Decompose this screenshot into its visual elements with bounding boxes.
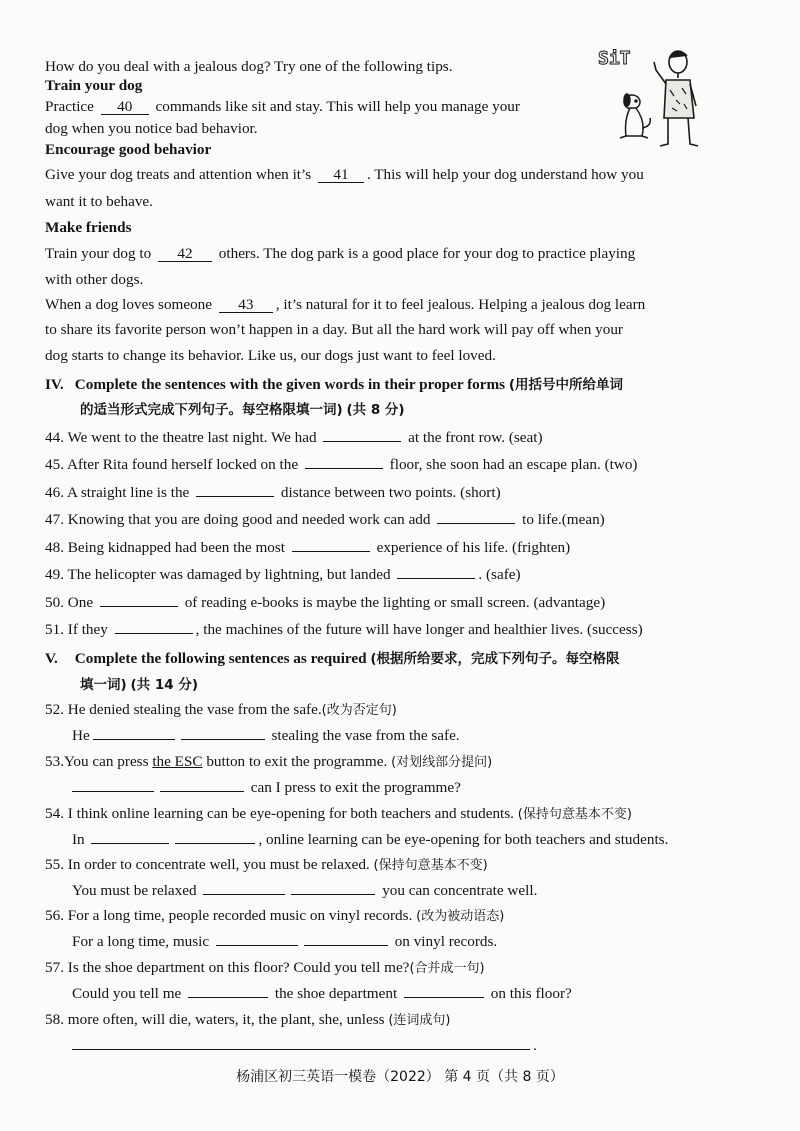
question-number: 55. xyxy=(45,856,64,873)
question-50 xyxy=(45,594,605,612)
section4-title: Complete the sentences with the given words in their proper forms xyxy=(74,376,506,393)
question-text: experience of his life. (frighten) xyxy=(376,539,571,556)
passage-intro: How do you deal with a jealous dog? Try one of the following tips. xyxy=(45,58,453,75)
blank-41[interactable]: 41 xyxy=(318,167,364,183)
question-number: 52. xyxy=(45,701,64,718)
tip1-text-a: Practice xyxy=(45,98,94,115)
answer-blank[interactable] xyxy=(305,468,383,469)
conclusion-text-a: When a dog loves someone xyxy=(45,296,213,313)
question-text: In order to concentrate well, you must be relaxed. xyxy=(67,856,370,873)
answer-text: He xyxy=(72,727,90,744)
question-48 xyxy=(45,539,570,557)
underlined-phrase: the ESC xyxy=(152,753,203,770)
section5-title-zh: (根据所给要求，完成下列句子。每空格限 xyxy=(370,651,620,667)
answer-blank[interactable] xyxy=(397,578,475,579)
answer-text: on this floor? xyxy=(490,985,572,1002)
answer-blank[interactable] xyxy=(196,496,274,497)
question-number: 58. xyxy=(45,1011,64,1028)
question-text: Is the shoe department on this floor? Could you tell me? xyxy=(67,959,410,976)
conclusion-line2: to share its favorite person won’t happen in a day. But all the hard work will pay off when your xyxy=(45,321,623,338)
answer-text: For a long time, music xyxy=(72,933,210,950)
conclusion-text-b: , it’s natural for it to feel jealous. Helping a jealous dog learn xyxy=(275,296,646,313)
answer-blank[interactable] xyxy=(203,894,285,895)
page-footer: 杨浦区初三英语一模卷（2022） 第 4 页（共 8 页） xyxy=(236,1069,564,1085)
question-text: You can press xyxy=(63,753,149,770)
conclusion-line3: dog starts to change its behavior. Like us, our dogs just want to feel loved. xyxy=(45,347,496,364)
section5-points: (共 14 分) xyxy=(130,677,198,693)
answer-blank[interactable] xyxy=(291,894,375,895)
answer-blank[interactable] xyxy=(304,945,388,946)
section4-header xyxy=(45,376,623,394)
tip1-line2: dog when you notice bad behavior. xyxy=(45,120,258,137)
tip-heading-encourage: Encourage good behavior xyxy=(45,141,212,158)
answer-blank[interactable] xyxy=(175,843,255,844)
question-text: at the front row. (seat) xyxy=(408,429,543,446)
question-number: 53. xyxy=(45,753,64,770)
answer-text: stealing the vase from the safe. xyxy=(271,727,460,744)
answer-blank[interactable] xyxy=(181,739,265,740)
question-46 xyxy=(45,484,501,502)
section4-title-zh-2: 的适当形式完成下列句子。每空格限填一词) xyxy=(80,402,343,418)
question-text: One xyxy=(67,594,94,611)
question-45 xyxy=(45,456,637,474)
tip3-text-b: others. The dog park is a good place for your dog to practice playing xyxy=(218,245,636,262)
tip1-text-b: commands like sit and stay. This will help you manage your xyxy=(155,98,520,115)
answer-53 xyxy=(72,779,461,797)
answer-blank[interactable] xyxy=(72,791,154,792)
answer-blank[interactable] xyxy=(93,739,175,740)
question-text: , the machines of the future will have longer and healthier lives. (success) xyxy=(195,621,643,638)
section4-numeral: IV. xyxy=(45,376,64,393)
question-number: 51. xyxy=(45,621,64,638)
answer-blank[interactable] xyxy=(91,843,169,844)
blank-43[interactable]: 43 xyxy=(219,297,273,313)
tip3-line2: with other dogs. xyxy=(45,271,144,288)
section5-header xyxy=(45,650,620,668)
question-text: I think online learning can be eye-opening for both teachers and students. xyxy=(67,805,514,822)
tip-heading-friends: Make friends xyxy=(45,219,132,236)
answer-blank[interactable] xyxy=(437,523,515,524)
answer-blank[interactable] xyxy=(404,997,484,998)
tip1-line1 xyxy=(45,98,520,116)
question-instruction: (保持句意基本不变) xyxy=(517,807,632,822)
question-instruction: (合并成一句) xyxy=(409,961,485,976)
question-number: 54. xyxy=(45,805,64,822)
section5-header-cont xyxy=(80,676,198,694)
tip-heading-train: Train your dog xyxy=(45,77,143,94)
question-text: The helicopter was damaged by lightning, but landed xyxy=(67,566,391,583)
question-47 xyxy=(45,511,605,529)
sit-speech-text: SiT xyxy=(598,48,631,69)
answer-blank[interactable] xyxy=(100,606,178,607)
section5-title: Complete the following sentences as required xyxy=(74,650,367,667)
answer-text: the shoe department xyxy=(274,985,398,1002)
answer-blank[interactable] xyxy=(292,551,370,552)
answer-text: you can concentrate well. xyxy=(382,882,538,899)
question-text: A straight line is the xyxy=(66,484,190,501)
question-49 xyxy=(45,566,521,584)
answer-58 xyxy=(72,1037,537,1055)
question-number: 56. xyxy=(45,907,64,924)
section5-title-zh-2: 填一词) xyxy=(80,677,127,693)
question-number: 44. xyxy=(45,429,64,446)
tip2-text-a: Give your dog treats and attention when it’s xyxy=(45,166,312,183)
question-57 xyxy=(45,959,485,978)
tip2-line1 xyxy=(45,166,644,184)
question-53 xyxy=(45,753,492,772)
tip2-line2: want it to behave. xyxy=(45,193,153,210)
answer-52 xyxy=(72,727,460,745)
question-text: Being kidnapped had been the most xyxy=(67,539,285,556)
question-54 xyxy=(45,805,632,824)
answer-54 xyxy=(72,831,668,849)
answer-blank[interactable] xyxy=(115,633,193,634)
dog-training-illustration xyxy=(596,40,716,152)
question-number: 47. xyxy=(45,511,64,528)
question-instruction: (改为被动语态) xyxy=(416,909,505,924)
question-text: We went to the theatre last night. We had xyxy=(67,429,317,446)
question-text: For a long time, people recorded music on vinyl records. xyxy=(67,907,413,924)
answer-blank[interactable] xyxy=(188,997,268,998)
answer-text: In xyxy=(72,831,85,848)
question-number: 57. xyxy=(45,959,64,976)
section4-title-zh: (用括号中所给单词 xyxy=(508,377,624,393)
question-number: 49. xyxy=(45,566,64,583)
answer-text: can I press to exit the programme? xyxy=(250,779,461,796)
tip3-text-a: Train your dog to xyxy=(45,245,152,262)
question-text: distance between two points. (short) xyxy=(280,484,501,501)
answer-blank[interactable] xyxy=(323,441,401,442)
blank-40[interactable]: 40 xyxy=(101,99,149,115)
tip3-line1 xyxy=(45,245,635,263)
answer-text: . xyxy=(533,1037,537,1054)
answer-57 xyxy=(72,985,572,1003)
answer-56 xyxy=(72,933,497,951)
answer-blank[interactable] xyxy=(216,945,298,946)
question-text: . (safe) xyxy=(478,566,521,583)
question-51 xyxy=(45,621,643,639)
section5-numeral: V. xyxy=(45,650,58,667)
question-56 xyxy=(45,907,504,926)
question-number: 46. xyxy=(45,484,64,501)
section4-points: (共 8 分) xyxy=(346,402,405,418)
answer-55 xyxy=(72,882,537,900)
question-text: He denied stealing the vase from the safe. xyxy=(67,701,322,718)
blank-42[interactable]: 42 xyxy=(158,246,212,262)
conclusion-line1 xyxy=(45,296,645,314)
question-text: Knowing that you are doing good and needed work can add xyxy=(67,511,431,528)
question-text: of reading e-books is maybe the lighting or small screen. (advantage) xyxy=(184,594,606,611)
answer-text: You must be relaxed xyxy=(72,882,197,899)
question-58 xyxy=(45,1011,451,1030)
answer-blank[interactable] xyxy=(160,791,244,792)
question-number: 50. xyxy=(45,594,64,611)
question-instruction: (改为否定句) xyxy=(321,703,397,718)
question-text: After Rita found herself locked on the xyxy=(66,456,299,473)
question-text: to life.(mean) xyxy=(522,511,605,528)
question-55 xyxy=(45,856,488,875)
tip2-text-b: . This will help your dog understand how you xyxy=(366,166,644,183)
question-text: button to exit the programme. xyxy=(206,753,388,770)
answer-blank[interactable] xyxy=(72,1049,530,1050)
question-44 xyxy=(45,429,543,447)
question-instruction: (保持句意基本不变) xyxy=(373,858,488,873)
question-52 xyxy=(45,701,397,720)
question-number: 48. xyxy=(45,539,64,556)
answer-text: Could you tell me xyxy=(72,985,182,1002)
question-text: If they xyxy=(67,621,108,638)
question-text: floor, she soon had an escape plan. (two) xyxy=(389,456,638,473)
question-text: more often, will die, waters, it, the plant, she, unless xyxy=(67,1011,385,1028)
question-instruction: (连词成句) xyxy=(388,1013,451,1028)
answer-text: , online learning can be eye-opening for both teachers and students. xyxy=(258,831,669,848)
question-number: 45. xyxy=(45,456,64,473)
section4-header-cont xyxy=(80,401,405,419)
answer-text: on vinyl records. xyxy=(394,933,498,950)
question-instruction: (对划线部分提问) xyxy=(391,755,493,770)
